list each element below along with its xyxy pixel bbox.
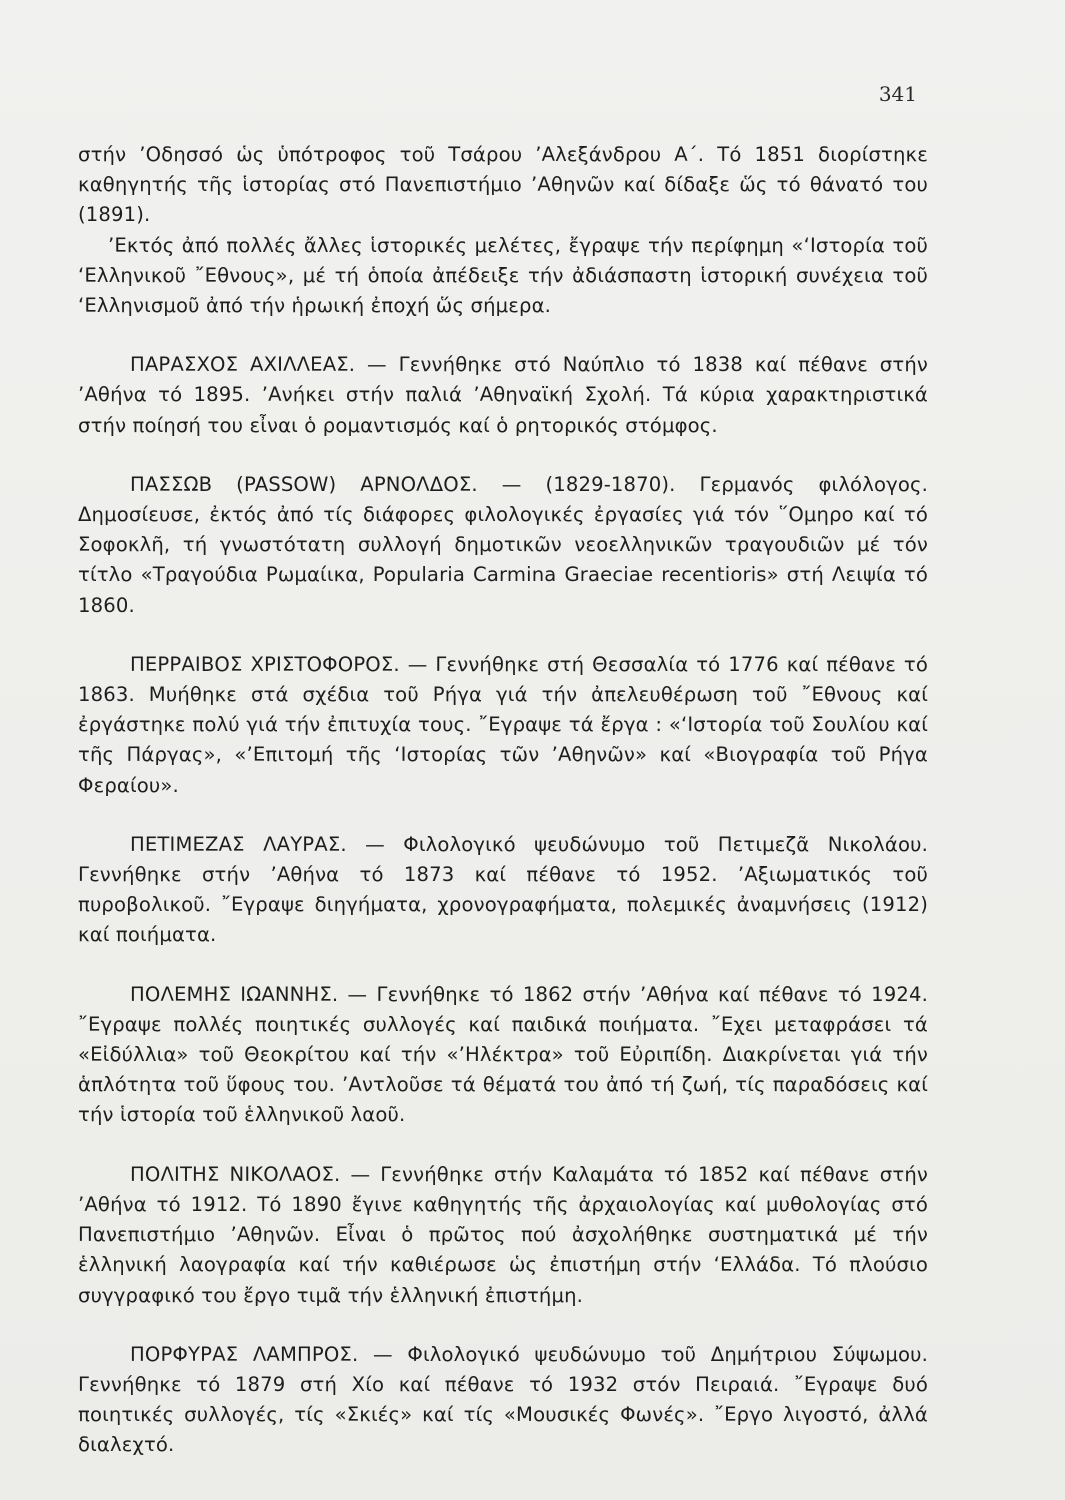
entry-politis: ΠΟΛΙΤΗΣ ΝΙΚΟΛΑΟΣ. — Γεννήθηκε στήν Καλαμάτα τό 1852 καί πέθανε στήν ’Αθήνα τό 1912. Τό 1890 ἔγινε καθηγητής τῆς ἀρχαιολογίας καί μυθολογίας στό Πανεπιστήμιο ’Αθηνῶν. Εἶναι ὁ πρῶτος πού ἀσχολήθηκε συστηματικά μέ τήν ἑλληνική λαογραφία καί τήν καθιέρωσε ὡς ἐπιστήμη στήν ‘Ελλάδα. Τό πλούσιο συγγραφικό του ἔργο τιμᾶ τήν ἑλληνική ἐπιστήμη. <box>78 1162 928 1307</box>
entry-passow: ΠΑΣΣΩΒ (PASSOW) ΑΡΝΟΛΔΟΣ. — (1829-1870). Γερμανός φιλόλογος. Δημοσίευσε, ἐκτός ἀπό τίς διάφορες φιλολογικές ἐργασίες γιά τόν ῞Ομηρο καί τό Σοφοκλῆ, τή γνωστότατη συλλογή δημοτικῶν νεοελληνικῶν τραγουδιῶν μέ τόν τίτλο «Τραγούδια Ρωμαίικα, Popularia Carmina Graeciae recentioris» στή Λειψία τό 1860. <box>78 472 928 617</box>
page-body <box>78 140 928 1461</box>
entry-paraschos: ΠΑΡΑΣΧΟΣ ΑΧΙΛΛΕΑΣ. — Γεννήθηκε στό Ναύπλιο τό 1838 καί πέθανε στήν ’Αθήνα τό 1895. ’Ανήκει στήν παλιά ’Αθηναϊκή Σχολή. Τά κύρια χαρακτηριστικά στήν ποίησή του εἶναι ὁ ρομαντισμός καί ὁ ρητορικός στόμφος. <box>78 353 928 437</box>
entry-perraivos: ΠΕΡΡΑΙΒΟΣ ΧΡΙΣΤΟΦΟΡΟΣ. — Γεννήθηκε στή Θεσσαλία τό 1776 καί πέθανε τό 1863. Μυήθηκε στά σχέδια τοῦ Ρήγα γιά τήν ἀπελευθέρωση τοῦ ῎Εθνους καί ἐργάστηκε πολύ γιά τήν ἐπιτυχία τους. ῎Εγραψε τά ἔργα : «‘Ιστορία τοῦ Σουλίου καί τῆς Πάργας», «’Επιτομή τῆς ‘Ιστορίας τῶν ’Αθηνῶν» καί «Βιογραφία τοῦ Ρήγα Φεραίου». <box>78 652 928 797</box>
entry-porfyras: ΠΟΡΦΥΡΑΣ ΛΑΜΠΡΟΣ. — Φιλολογικό ψευδώνυμο τοῦ Δημήτριου Σύψωμου. Γεννήθηκε τό 1879 στή Χίο καί πέθανε τό 1932 στόν Πειραιά. ῎Εγραψε δυό ποιητικές συλλογές, τίς «Σκιές» καί τίς «Μουσικές Φωνές». ῎Εργο λιγοστό, ἀλλά διαλεχτό. <box>78 1342 928 1457</box>
entry-polemis: ΠΟΛΕΜΗΣ ΙΩΑΝΝΗΣ. — Γεννήθηκε τό 1862 στήν ’Αθήνα καί πέθανε τό 1924. ῎Εγραψε πολλές ποιητικές συλλογές καί παιδικά ποιήματα. ῎Εχει μεταφράσει τά «Εἰδύλλια» τοῦ Θεοκρίτου καί τήν «’Ηλέκτρα» τοῦ Εὐριπίδη. Διακρίνεται γιά τήν ἁπλότητα τοῦ ὕφους του. ’Αντλοῦσε τά θέματά του ἀπό τή ζωή, τίς παραδόσεις καί τήν ἱστορία τοῦ ἑλληνικοῦ λαοῦ. <box>78 982 928 1127</box>
page-number: 341 <box>878 82 917 106</box>
paragraph-continuation: στήν ’Οδησσό ὡς ὑπότροφος τοῦ Τσάρου ’Αλεξάνδρου Α΄. Τό 1851 διορίστηκε καθηγητής τῆς ἱστορίας στό Πανεπιστήμιο ’Αθηνῶν καί δίδαξε ὥς τό θάνατό του (1891). <box>78 143 928 227</box>
paragraph-continuation-works: ’Εκτός ἀπό πολλές ἄλλες ἱστορικές μελέτες, ἔγραψε τήν περίφημη «‘Ιστορία τοῦ ‘Ελληνικοῦ ῎Εθνους», μέ τή ὁποία ἀπέδειξε τήν ἀδιάσπαστη ἱστορική συνέχεια τοῦ ‘Ελληνισμοῦ ἀπό τήν ἡρωική ἐποχή ὥς σήμερα. <box>78 233 928 318</box>
entry-petimezas: ΠΕΤΙΜΕΖΑΣ ΛΑΥΡΑΣ. — Φιλολογικό ψευδώνυμο τοῦ Πετιμεζᾶ Νικολάου. Γεννήθηκε στήν ’Αθήνα τό 1873 καί πέθανε τό 1952. ’Αξιωματικός τοῦ πυροβολικοῦ. ῎Εγραψε διηγήματα, χρονογραφήματα, πολεμικές ἀναμνήσεις (1912) καί ποιήματα. <box>78 832 928 947</box>
